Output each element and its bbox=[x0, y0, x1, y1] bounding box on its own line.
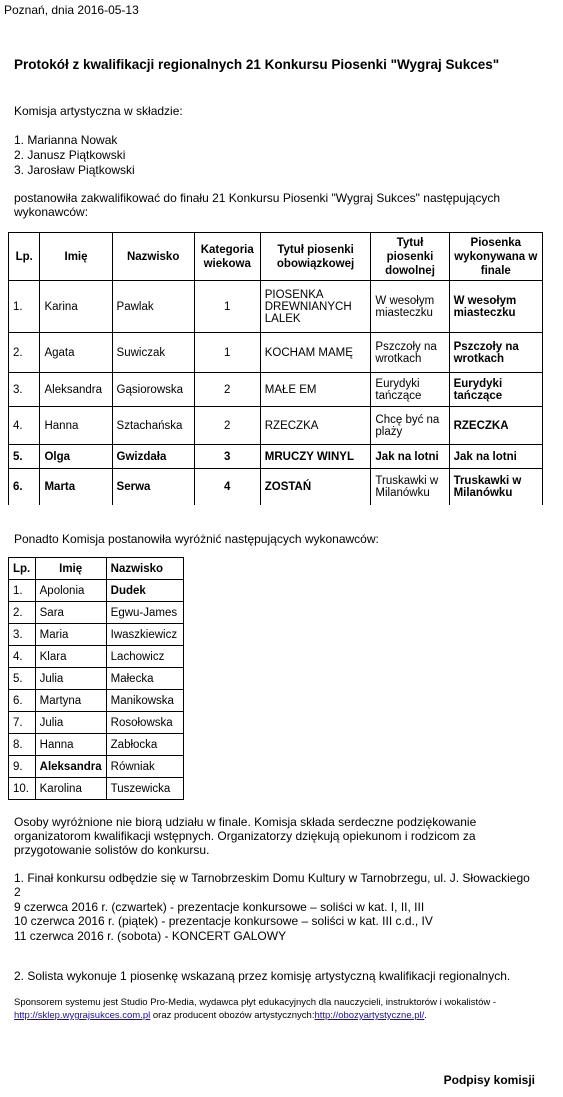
table-row bbox=[9, 373, 543, 407]
cell-mandatory-song: MRUCZY WINYL bbox=[260, 445, 371, 469]
committee-member: 1. Marianna Nowak bbox=[14, 133, 118, 147]
col-header: Kategoria wiekowa bbox=[194, 233, 260, 281]
cell-first-name: Karina bbox=[40, 281, 112, 333]
cell-last-name: Małecka bbox=[106, 668, 183, 690]
cell-last-name: Zabłocka bbox=[106, 734, 183, 756]
cell-last-name: Suwiczak bbox=[112, 333, 194, 373]
cell-last-name: Gąsiorowska bbox=[112, 373, 194, 407]
col-header: Imię bbox=[35, 558, 106, 580]
cell-final-song: Truskawki w Milanówku bbox=[449, 469, 542, 505]
committee-member: 2. Janusz Piątkowski bbox=[14, 148, 126, 162]
cell-last-name: Gwizdała bbox=[112, 445, 194, 469]
distinction-intro: Ponadto Komisja postanowiła wyróżnić następujących wykonawców: bbox=[14, 532, 379, 546]
notes-paragraph: Osoby wyróżnione nie biorą udziału w finale. Komisja składa serdeczne podziękowanie organizatorom kwalifikacji wstępnych. Organizatorzy dziękują opiekunom i rodzicom za przygotowanie solistów do konkursu. bbox=[14, 815, 477, 857]
committee-member: 3. Jarosław Piątkowski bbox=[14, 163, 135, 177]
cell-lp: 3. bbox=[9, 373, 40, 407]
sponsor-text: Sponsorem systemu jest Studio Pro-Media, wydawca płyt edukacyjnych dla nauczycieli, instruktorów i wokalistów - bbox=[14, 997, 497, 1008]
rule-note: 2. Solista wykonuje 1 piosenkę wskazaną przez komisję artystyczną kwalifikacji regionalnych. bbox=[14, 969, 511, 983]
cell-lp: 7. bbox=[9, 712, 36, 734]
table-row bbox=[9, 445, 543, 469]
cell-category: 2 bbox=[194, 407, 260, 445]
table-row bbox=[9, 668, 184, 690]
cell-lp: 2. bbox=[9, 602, 36, 624]
cell-lp: 4. bbox=[9, 407, 40, 445]
camps-link[interactable]: http://obozyartystyczne.pl/ bbox=[314, 1010, 425, 1021]
cell-category: 3 bbox=[194, 445, 260, 469]
table-row bbox=[9, 281, 543, 333]
cell-first-name: Klara bbox=[35, 646, 106, 668]
cell-mandatory-song: RZECZKA bbox=[260, 407, 371, 445]
finalists-table bbox=[8, 232, 543, 505]
table-row bbox=[9, 690, 184, 712]
cell-final-song: RZECZKA bbox=[449, 407, 542, 445]
table-header-row bbox=[9, 558, 184, 580]
cell-lp: 1. bbox=[9, 580, 36, 602]
committee-decision: postanowiła zakwalifikować do finału 21 Konkursu Piosenki "Wygraj Sukces" następujących wykonawców: bbox=[14, 191, 500, 219]
table-row bbox=[9, 756, 184, 778]
cell-first-name: Olga bbox=[40, 445, 112, 469]
table-row bbox=[9, 712, 184, 734]
cell-free-song: W wesołym miasteczku bbox=[371, 281, 449, 333]
table-row bbox=[9, 580, 184, 602]
cell-category: 4 bbox=[194, 469, 260, 505]
table-row bbox=[9, 602, 184, 624]
table-row bbox=[9, 407, 543, 445]
cell-free-song: Truskawki w Milanówku bbox=[371, 469, 449, 505]
table-row bbox=[9, 469, 543, 505]
cell-lp: 6. bbox=[9, 469, 40, 505]
table-row bbox=[9, 624, 184, 646]
col-header: Tytuł piosenki dowolnej bbox=[371, 233, 449, 281]
col-header: Piosenka wykonywana w finale bbox=[449, 233, 542, 281]
sponsor-text: oraz producent obozów artystycznych: bbox=[150, 1010, 315, 1021]
cell-mandatory-song: KOCHAM MAMĘ bbox=[260, 333, 371, 373]
table-header-row bbox=[9, 233, 543, 281]
cell-final-song: Eurydyki tańczące bbox=[449, 373, 542, 407]
cell-free-song: Eurydyki tańczące bbox=[371, 373, 449, 407]
cell-first-name: Karolina bbox=[35, 778, 106, 800]
col-header: Lp. bbox=[9, 233, 40, 281]
cell-first-name: Hanna bbox=[35, 734, 106, 756]
shop-link[interactable]: http://sklep.wygrajsukces.com.pl bbox=[14, 1010, 151, 1021]
cell-last-name: Egwu-James bbox=[106, 602, 183, 624]
cell-last-name: Manikowska bbox=[106, 690, 183, 712]
cell-first-name: Marta bbox=[40, 469, 112, 505]
col-header: Nazwisko bbox=[106, 558, 183, 580]
cell-first-name: Martyna bbox=[35, 690, 106, 712]
cell-free-song: Pszczoły na wrotkach bbox=[371, 333, 449, 373]
cell-last-name: Sztachańska bbox=[112, 407, 194, 445]
cell-last-name: Tuszewicka bbox=[106, 778, 183, 800]
cell-lp: 8. bbox=[9, 734, 36, 756]
cell-last-name: Równiak bbox=[106, 756, 183, 778]
cell-final-song: W wesołym miasteczku bbox=[449, 281, 542, 333]
cell-last-name: Dudek bbox=[106, 580, 183, 602]
col-header: Tytuł piosenki obowiązkowej bbox=[260, 233, 371, 281]
schedule-line: 11 czerwca 2016 r. (sobota) - KONCERT GALOWY bbox=[14, 929, 287, 943]
cell-category: 1 bbox=[194, 333, 260, 373]
document-title: Protokół z kwalifikacji regionalnych 21 Konkursu Piosenki "Wygraj Sukces" bbox=[14, 57, 500, 72]
cell-mandatory-song: PIOSENKA DREWNIANYCH LALEK bbox=[260, 281, 371, 333]
cell-lp: 10. bbox=[9, 778, 36, 800]
table-row bbox=[9, 734, 184, 756]
distinction-table bbox=[8, 557, 184, 800]
schedule-line: 10 czerwca 2016 r. (piątek) - prezentacje konkursowe – soliści w kat. III c.d., IV bbox=[14, 914, 433, 928]
table-row bbox=[9, 333, 543, 373]
cell-lp: 3. bbox=[9, 624, 36, 646]
cell-mandatory-song: ZOSTAŃ bbox=[260, 469, 371, 505]
cell-first-name: Aleksandra bbox=[35, 756, 106, 778]
cell-lp: 5. bbox=[9, 445, 40, 469]
col-header: Imię bbox=[40, 233, 112, 281]
cell-first-name: Julia bbox=[35, 712, 106, 734]
cell-lp: 2. bbox=[9, 333, 40, 373]
col-header: Lp. bbox=[9, 558, 36, 580]
final-location: 1. Finał konkursu odbędzie się w Tarnobrzeskim Domu Kultury w Tarnobrzegu, ul. J. Słowackiego 2 bbox=[14, 871, 530, 899]
cell-final-song: Pszczoły na wrotkach bbox=[449, 333, 542, 373]
col-header: Nazwisko bbox=[112, 233, 194, 281]
cell-lp: 6. bbox=[9, 690, 36, 712]
committee-intro: Komisja artystyczna w składzie: bbox=[14, 104, 183, 118]
cell-first-name: Sara bbox=[35, 602, 106, 624]
cell-last-name: Iwaszkiewicz bbox=[106, 624, 183, 646]
cell-first-name: Hanna bbox=[40, 407, 112, 445]
cell-category: 1 bbox=[194, 281, 260, 333]
cell-mandatory-song: MAŁE EM bbox=[260, 373, 371, 407]
cell-last-name: Lachowicz bbox=[106, 646, 183, 668]
cell-first-name: Maria bbox=[35, 624, 106, 646]
schedule-line: 9 czerwca 2016 r. (czwartek) - prezentacje konkursowe – soliści w kat. I, II, III bbox=[14, 900, 425, 914]
cell-lp: 5. bbox=[9, 668, 36, 690]
table-row bbox=[9, 646, 184, 668]
cell-free-song: Jak na lotni bbox=[371, 445, 449, 469]
cell-first-name: Agata bbox=[40, 333, 112, 373]
cell-lp: 9. bbox=[9, 756, 36, 778]
sponsor-text: . bbox=[424, 1010, 427, 1021]
cell-lp: 1. bbox=[9, 281, 40, 333]
cell-free-song: Chcę być na plaży bbox=[371, 407, 449, 445]
cell-last-name: Pawlak bbox=[112, 281, 194, 333]
cell-final-song: Jak na lotni bbox=[449, 445, 542, 469]
cell-first-name: Julia bbox=[35, 668, 106, 690]
cell-lp: 4. bbox=[9, 646, 36, 668]
cell-last-name: Serwa bbox=[112, 469, 194, 505]
table-row bbox=[9, 778, 184, 800]
sponsor-note bbox=[14, 996, 544, 1022]
cell-last-name: Rosołowska bbox=[106, 712, 183, 734]
cell-category: 2 bbox=[194, 373, 260, 407]
cell-first-name: Aleksandra bbox=[40, 373, 112, 407]
cell-first-name: Apolonia bbox=[35, 580, 106, 602]
document-date: Poznań, dnia 2016-05-13 bbox=[4, 3, 139, 17]
signature-label: Podpisy komisji bbox=[443, 1073, 535, 1087]
